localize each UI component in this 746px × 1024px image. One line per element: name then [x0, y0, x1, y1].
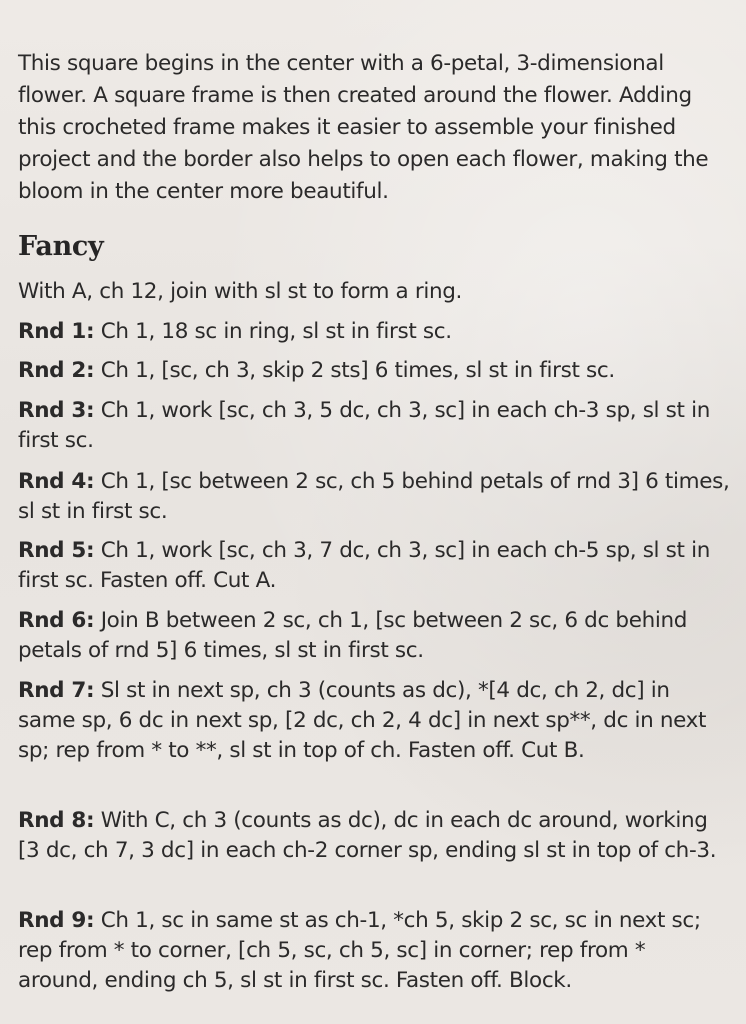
round-label: Rnd 5: — [18, 538, 95, 563]
pattern-heading: Fancy — [18, 231, 104, 262]
round-label: Rnd 3: — [18, 398, 95, 423]
round-label: Rnd 1: — [18, 319, 95, 344]
intro-paragraph: This square begins in the center with a 6-petal, 3-dimensional flower. A square frame is then created around the flower. Adding this crocheted frame makes it easier to assemble your finished project and the border also helps to open each flower, making the bloom in the center more beautiful. — [18, 51, 709, 204]
round-text: Ch 1, sc in same st as ch-1, *ch 5, skip 2 sc, sc in next sc; rep from * to corner, [ch 5, sc, ch 5, sc] in corner; rep from * around, ending ch 5, sl st in first sc. Fasten off. Block. — [18, 908, 701, 993]
round-text: Sl st in next sp, ch 3 (counts as dc), *[4 dc, ch 2, dc] in same sp, 6 dc in next sp, [2 dc, ch 2, 4 dc] in next sp**, dc in next sp; rep from * to **, sl st in top of ch. Fasten off. Cut B. — [18, 678, 707, 763]
round-9 — [18, 906, 730, 996]
round-text: Ch 1, [sc, ch 3, skip 2 sts] 6 times, sl st in first sc. — [100, 358, 615, 383]
round-text: Ch 1, 18 sc in ring, sl st in first sc. — [100, 319, 452, 344]
round-2 — [18, 356, 730, 386]
round-label: Rnd 6: — [18, 608, 95, 633]
round-label: Rnd 2: — [18, 358, 95, 383]
round-1 — [18, 317, 730, 347]
start-instruction: With A, ch 12, join with sl st to form a ring. — [18, 279, 463, 304]
round-text: Ch 1, [sc between 2 sc, ch 5 behind petals of rnd 3] 6 times, sl st in first sc. — [18, 469, 730, 524]
round-4 — [18, 467, 730, 527]
round-label: Rnd 8: — [18, 808, 95, 833]
round-label: Rnd 9: — [18, 908, 95, 933]
round-6 — [18, 606, 730, 666]
round-5 — [18, 536, 730, 596]
round-text: Ch 1, work [sc, ch 3, 7 dc, ch 3, sc] in each ch-5 sp, sl st in first sc. Fasten off. Cut A. — [18, 538, 710, 593]
round-8 — [18, 806, 730, 866]
round-text: With C, ch 3 (counts as dc), dc in each dc around, working [3 dc, ch 7, 3 dc] in each ch-2 corner sp, ending sl st in top of ch-3. — [18, 808, 717, 863]
round-label: Rnd 7: — [18, 678, 95, 703]
round-text: Ch 1, work [sc, ch 3, 5 dc, ch 3, sc] in each ch-3 sp, sl st in first sc. — [18, 398, 710, 453]
round-label: Rnd 4: — [18, 469, 95, 494]
round-7 — [18, 676, 730, 766]
round-3 — [18, 396, 730, 456]
round-text: Join B between 2 sc, ch 1, [sc between 2 sc, 6 dc behind petals of rnd 5] 6 times, sl st in first sc. — [18, 608, 688, 663]
